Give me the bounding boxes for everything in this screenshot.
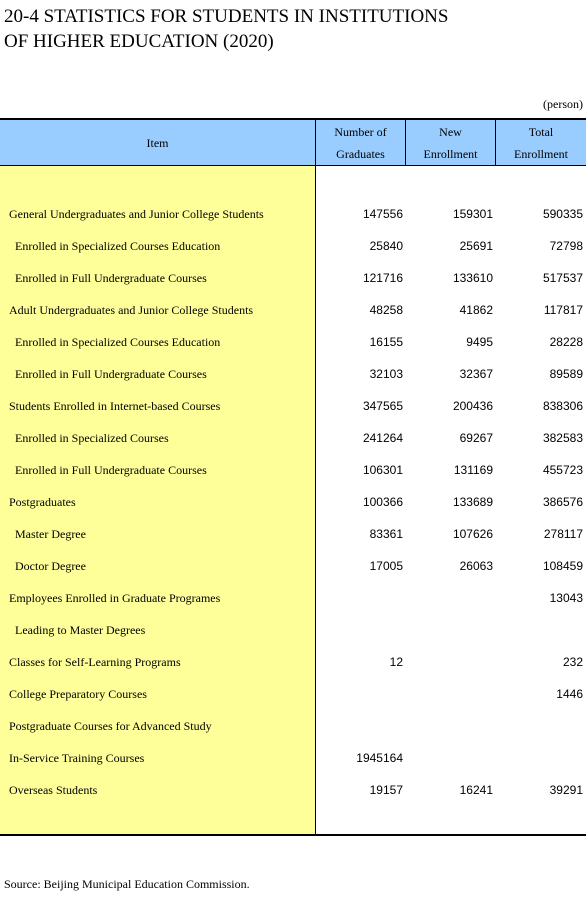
table-row [0,774,586,806]
table-header [0,120,586,166]
header-new-line-2: Enrollment [423,146,478,161]
row-new-enrollment: 41862 [459,303,493,317]
table-row [0,454,586,486]
row-total-enrollment: 232 [562,655,583,669]
row-new-enrollment: 159301 [452,207,493,221]
row-graduates: 347565 [362,399,403,413]
title-line-1: 20-4 STATISTICS FOR STUDENTS IN INSTITUTIONS [4,6,449,27]
header-new-enrollment [406,120,496,165]
table-row [0,262,586,294]
row-total-enrollment: 39291 [549,783,583,797]
row-label: Overseas Students [9,783,98,797]
row-total-enrollment: 72798 [549,239,583,253]
row-total-enrollment: 117817 [543,303,583,317]
table-row [0,518,586,550]
row-label: In-Service Training Courses [9,751,145,765]
row-total-enrollment: 13043 [549,591,583,605]
row-graduates: 25840 [369,239,403,253]
row-label: Employees Enrolled in Graduate Programes [9,591,221,605]
source-note: Source: Beijing Municipal Education Commission. [4,877,250,891]
table-row [0,486,586,518]
table-row [0,710,586,742]
header-total-enrollment [496,120,586,165]
table-row [0,390,586,422]
header-new-line-1: New [439,124,462,139]
row-total-enrollment: 382583 [542,431,583,445]
row-graduates: 100366 [362,495,403,509]
table-row [0,646,586,678]
row-new-enrollment: 131169 [453,463,493,477]
row-total-enrollment: 108459 [542,559,583,573]
row-new-enrollment: 69267 [459,431,493,445]
row-total-enrollment: 1446 [556,687,583,701]
row-new-enrollment: 9495 [466,335,493,349]
page-title [4,4,579,54]
header-graduates-line-1: Number of [334,124,387,139]
row-label: Students Enrolled in Internet-based Courses [9,399,221,413]
table-row [0,294,586,326]
row-label: Leading to Master Degrees [15,623,146,637]
row-graduates: 12 [389,655,403,669]
table-row [0,582,586,614]
row-label: Master Degree [15,527,86,541]
row-label: Postgraduates [9,495,76,509]
row-new-enrollment: 26063 [459,559,493,573]
header-item [0,120,316,165]
row-total-enrollment: 89589 [549,367,583,381]
row-total-enrollment: 28228 [549,335,583,349]
header-item-label: Item [146,135,169,150]
row-total-enrollment: 838306 [542,399,583,413]
header-graduates-line-2: Graduates [336,146,385,161]
table-body [0,198,586,806]
table-row [0,614,586,646]
header-total-line-2: Enrollment [514,146,568,161]
row-graduates: 241264 [362,431,403,445]
row-graduates: 83361 [369,527,403,541]
row-new-enrollment: 25691 [459,239,493,253]
header-total-line-1: Total [528,124,554,139]
row-graduates: 48258 [369,303,403,317]
row-total-enrollment: 278117 [543,527,583,541]
row-graduates: 1945164 [356,751,403,765]
row-new-enrollment: 200436 [452,399,493,413]
header-graduates [316,120,406,165]
table-row [0,678,586,710]
row-label: Enrolled in Full Undergraduate Courses [15,463,207,477]
row-label: General Undergraduates and Junior College Students [9,207,264,221]
row-total-enrollment: 455723 [542,463,583,477]
row-graduates: 16155 [369,335,403,349]
row-new-enrollment: 32367 [459,367,493,381]
row-new-enrollment: 107626 [452,527,493,541]
row-graduates: 106301 [362,463,403,477]
row-label: Doctor Degree [15,559,86,573]
row-total-enrollment: 590335 [542,207,583,221]
unit-label: (person) [543,97,583,111]
table-row [0,550,586,582]
title-line-2: OF HIGHER EDUCATION (2020) [4,31,274,52]
row-label: Enrolled in Full Undergraduate Courses [15,367,207,381]
row-new-enrollment: 133689 [452,495,493,509]
statistics-table [0,118,586,836]
row-graduates: 32103 [369,367,403,381]
row-new-enrollment: 16241 [459,783,493,797]
row-label: Enrolled in Specialized Courses Education [15,239,221,253]
row-label: Enrolled in Full Undergraduate Courses [15,271,207,285]
row-label: Enrolled in Specialized Courses [15,431,169,445]
row-label: Adult Undergraduates and Junior College Students [9,303,254,317]
row-label: College Preparatory Courses [9,687,147,701]
row-total-enrollment: 517537 [542,271,583,285]
row-total-enrollment: 386576 [542,495,583,509]
row-graduates: 17005 [369,559,403,573]
table-row [0,358,586,390]
row-label: Enrolled in Specialized Courses Education [15,335,221,349]
row-graduates: 121716 [362,271,403,285]
row-graduates: 147556 [362,207,403,221]
table-row [0,742,586,774]
row-graduates: 19157 [369,783,403,797]
table-row [0,326,586,358]
row-new-enrollment: 133610 [452,271,493,285]
row-label: Classes for Self-Learning Programs [9,655,181,669]
table-row [0,230,586,262]
row-label: Postgraduate Courses for Advanced Study [9,719,212,733]
table-row [0,198,586,230]
table-row [0,422,586,454]
